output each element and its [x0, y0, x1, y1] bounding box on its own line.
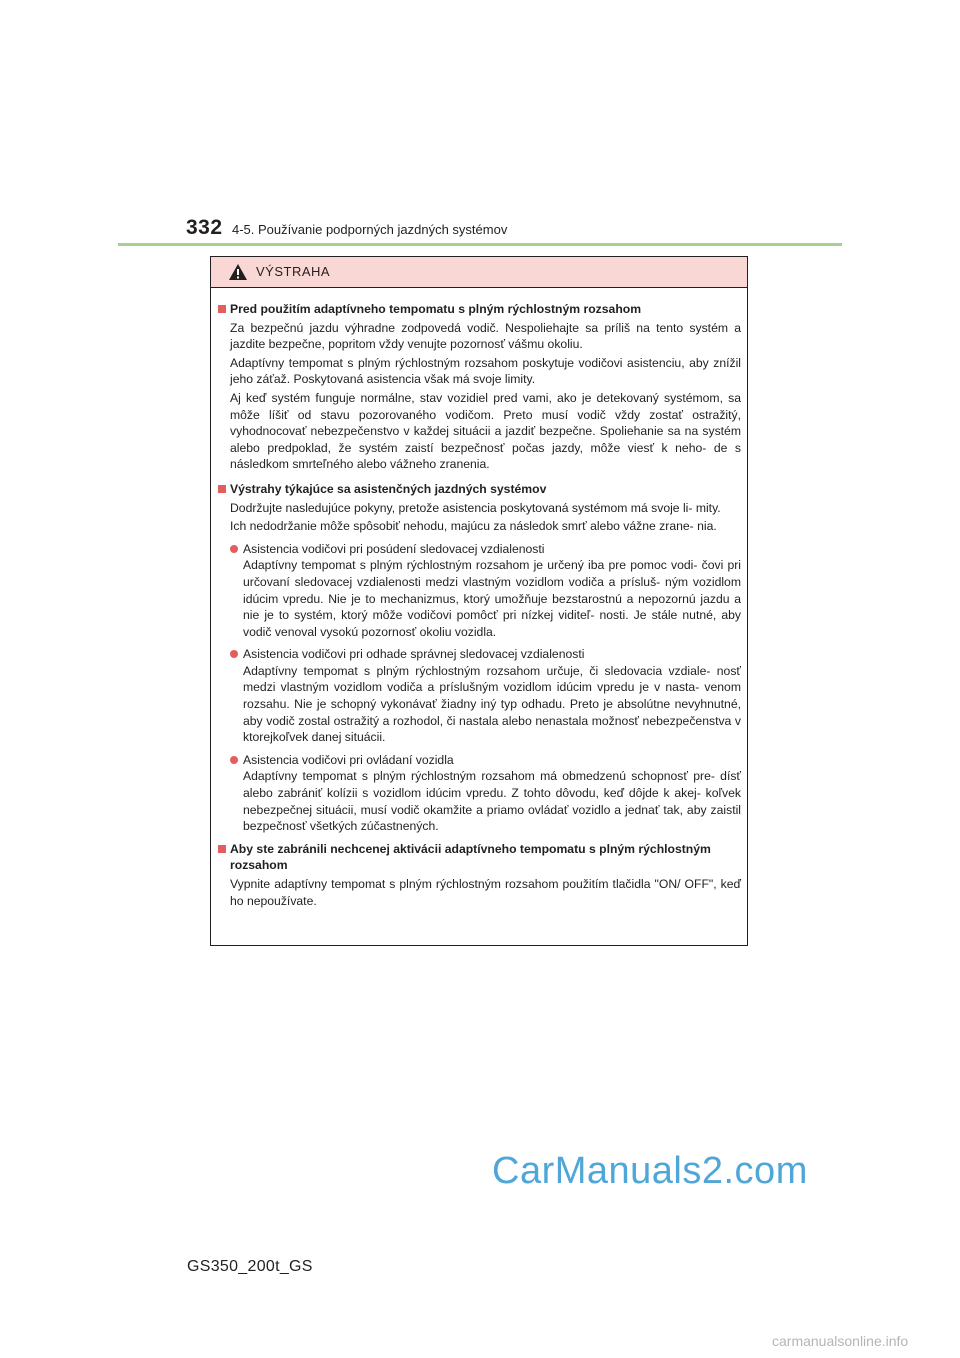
bullet-body: Adaptívny tempomat s plným rýchlostným rozsahom má obmedzenú schopnosť pre- dísť alebo zabrániť kolízii s vozidlom idúcim vpredu. Z tohto dôvodu, keď dôjde k akej- koľvek nebezpečnej situácii, musí vodič okamžite a priamo ovládať vozidlo a jednať tak, aby zaistil bezpečnosť všetkých zúčastnených.: [243, 769, 741, 834]
section-heading: Aby ste zabránili nechcenej aktivácii adaptívneho tempomatu s plným rýchlostným rozsahom: [217, 841, 741, 874]
page-number: 332: [186, 216, 223, 239]
section-heading: Výstrahy týkajúce sa asistenčných jazdných systémov: [217, 481, 741, 498]
watermark-logo: CarManuals2.com: [492, 1150, 808, 1192]
bullet-body: Adaptívny tempomat s plným rýchlostným rozsahom je určený iba pre pomoc vodi- čovi pri určovaní sledovacej vzdialenosti medzi vlastným vozidlom vodiča a prísluš- ným vozidlom idúcim vpredu. Nie je to mechanizmus, ktorý umožňuje bezstarostnú a nepozornú jazdu a nie je to systém, ktorý môže vodičovi pomôcť pri nízkej viditeľ- nosti. Je stále nutné, aby vodič venoval vysokú pozornosť okoliu vozidla.: [243, 558, 741, 639]
watermark-url: carmanualsonline.info: [772, 1333, 909, 1349]
warning-triangle-icon: [228, 263, 248, 281]
header-divider: [118, 243, 842, 246]
paragraph: Ich nedodržanie môže spôsobiť nehodu, majúcu za následok smrť alebo vážne zrane- nia.: [230, 519, 717, 534]
bullet-body: Adaptívny tempomat s plným rýchlostným rozsahom určuje, či sledovacia vzdiale- nosť medzi vlastným vozidlom vodiča a príslušným vozidlom idúcim vpredu je v nasta- venom rozsahu. Nie je schopný vykonávať žiadny iný typ odhadu. Preto je absolútne nevyhnutné, aby vodič zostal ostražitý a rozhodol, či nastala alebo nenastala možnosť nebezpečenstva v ktorejkoľvek danej situácii.: [243, 663, 741, 745]
warning-header: [211, 257, 747, 288]
paragraph: Za bezpečnú jazdu výhradne zodpovedá vodič. Nespoliehajte sa príliš na tento systém a jazdite bezpečne, popritom vždy venujte pozornosť vášmu okoliu.: [230, 320, 741, 352]
footer-model-code: GS350_200t_GS: [187, 1258, 313, 1275]
bullet-title: Asistencia vodičovi pri ovládaní vozidla: [217, 752, 741, 769]
warning-content: [211, 288, 747, 909]
warning-title: VÝSTRAHA: [256, 264, 331, 279]
bullet-title: Asistencia vodičovi pri odhade správnej sledovacej vzdialenosti: [217, 646, 741, 663]
section-title: 4-5. Používanie podporných jazdných systémov: [232, 222, 508, 237]
paragraph: Adaptívny tempomat s plným rýchlostným rozsahom poskytuje vodičovi asistenciu, aby znížil jeho záťaž. Poskytovaná asistencia však má svoje limity.: [230, 355, 741, 387]
warning-box: [210, 256, 748, 946]
paragraph: Dodržujte nasledujúce pokyny, pretože asistencia poskytovaná systémom má svoje li- mity.: [230, 500, 721, 515]
bullet-title: Asistencia vodičovi pri posúdení sledovacej vzdialenosti: [217, 541, 741, 558]
paragraph: Vypnite adaptívny tempomat s plným rýchlostným rozsahom použitím tlačidla "ON/ OFF", keď ho nepoužívate.: [230, 877, 741, 908]
paragraph: Aj keď systém funguje normálne, stav vozidiel pred vami, ako je detekovaný systémom, sa môže líšiť od stavu pozorovaného vodičom. Preto musí vodič vždy zostať ostražitý, vyhodnocovať nebezpečenstvo v každej situácii a jazdiť bezpečne. Spoliehanie sa na systém alebo predpoklad, že systém zaistí bezpečnosť počas jazdy, môže viesť k neho- de s následkom smrteľného alebo vážneho zranenia.: [230, 390, 741, 472]
section-heading: Pred použitím adaptívneho tempomatu s plným rýchlostným rozsahom: [217, 301, 741, 318]
